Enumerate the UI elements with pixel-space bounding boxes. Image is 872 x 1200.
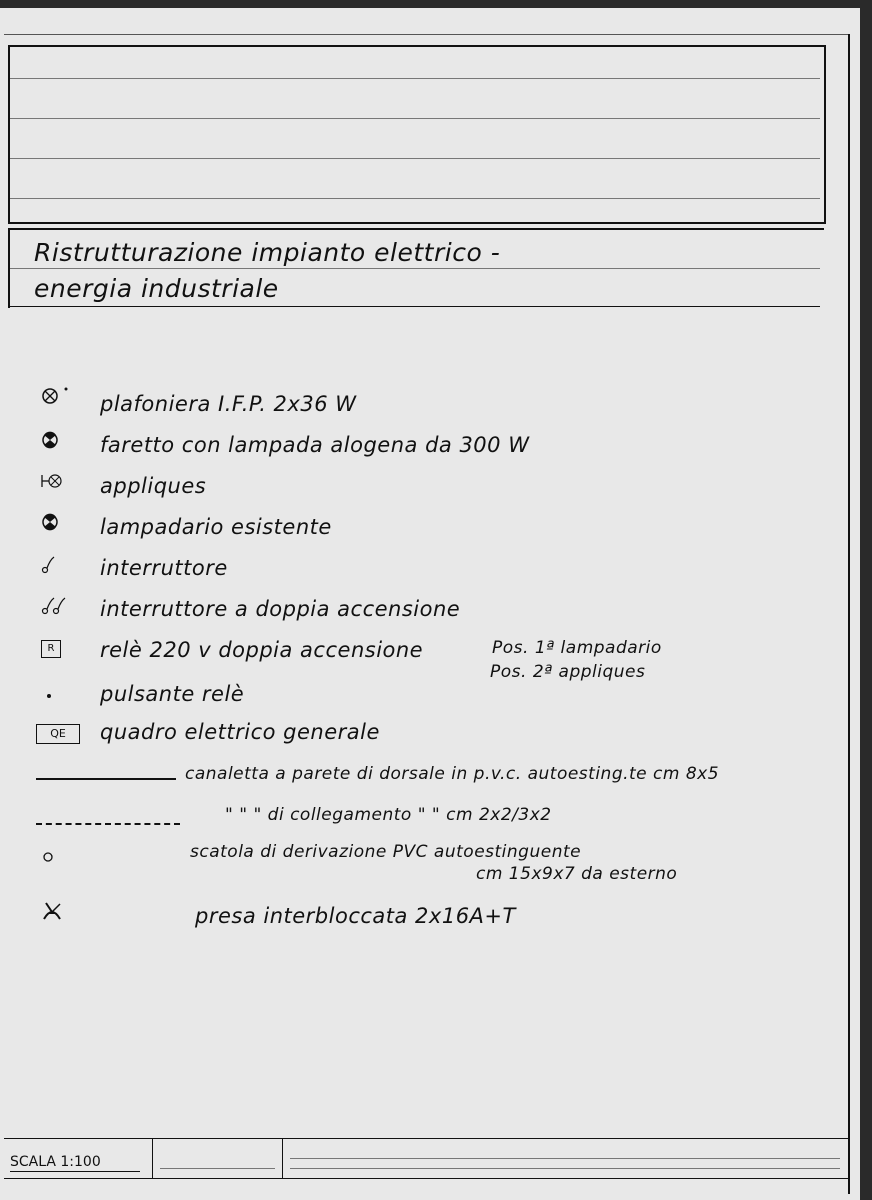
scale-underline (10, 1171, 140, 1172)
header-rule (10, 118, 820, 119)
dashed-line-icon (36, 823, 180, 825)
title-rule (10, 306, 820, 307)
sheet-right-border (848, 34, 850, 1194)
circle-cross-icon (40, 386, 80, 408)
legend-item: quadro elettrico generale (100, 720, 380, 744)
legend-note: cm 15x9x7 da esterno (476, 864, 678, 884)
title-line-2: energia industriale (34, 274, 279, 303)
legend-item: faretto con lampada alogena da 300 W (100, 433, 530, 457)
switch-icon (40, 554, 80, 576)
wall-lamp-icon (40, 470, 80, 492)
legend-item: canaletta a parete di dorsale in p.v.c. autoesting.te cm 8x5 (185, 764, 720, 784)
chandelier-icon (40, 511, 80, 533)
legend-item: " " " di collegamento " " cm 2x2/3x2 (225, 805, 552, 825)
spotlight-icon (40, 429, 80, 451)
double-switch-icon (40, 595, 80, 617)
legend-item: appliques (100, 474, 207, 498)
header-rule (10, 78, 820, 79)
small-circle-icon (40, 845, 80, 867)
footer-rule (290, 1168, 840, 1169)
footer-top-rule (4, 1138, 848, 1139)
legend-note: Pos. 1ª lampadario (492, 638, 662, 658)
solid-line-icon (36, 778, 176, 780)
relay-icon: R (41, 640, 61, 658)
legend-note: Pos. 2ª appliques (490, 662, 646, 682)
legend-item: interruttore a doppia accensione (100, 597, 461, 621)
panel-icon: QE (36, 724, 80, 744)
footer-divider (282, 1138, 283, 1178)
footer-divider (152, 1138, 153, 1178)
title-line-1: Ristrutturazione impianto elettrico - (34, 238, 501, 267)
footer-rule (160, 1168, 275, 1169)
header-rule (10, 158, 820, 159)
footer-scale: SCALA 1:100 (10, 1154, 101, 1170)
legend-item: pulsante relè (100, 682, 245, 706)
legend-item: presa interbloccata 2x16A+T (195, 904, 516, 928)
footer-bottom-rule (4, 1178, 848, 1179)
header-rule (10, 198, 820, 199)
dot-icon (40, 684, 80, 706)
legend-item: plafoniera I.F.P. 2x36 W (100, 392, 357, 416)
footer-rule (290, 1158, 840, 1159)
drawing-sheet (0, 8, 860, 1200)
legend-item: scatola di derivazione PVC autoestinguente (190, 842, 582, 862)
legend-item: interruttore (100, 556, 228, 580)
title-rule (10, 268, 820, 269)
sheet-top-border (4, 34, 850, 35)
interlock-socket-icon (40, 901, 80, 923)
legend-item: relè 220 v doppia accensione (100, 638, 424, 662)
legend-item: lampadario esistente (100, 515, 332, 539)
